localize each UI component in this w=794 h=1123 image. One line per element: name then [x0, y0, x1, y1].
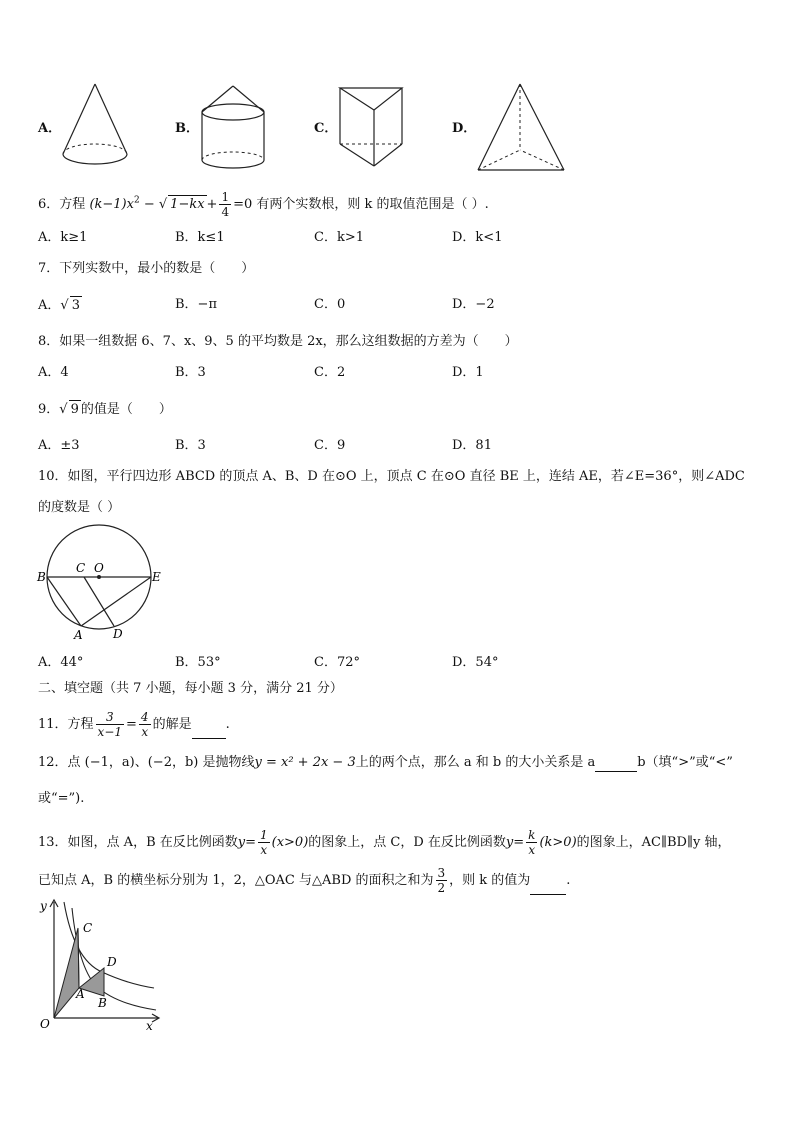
q7-stem: 7．下列实数中，最小的数是（ ）: [38, 261, 255, 276]
q13-cond1: (x>0): [271, 835, 309, 850]
q8-option-c: C．2: [314, 365, 346, 380]
q13-tail: 的图象上，AC∥BD∥y 轴，: [576, 835, 731, 850]
q8-option-d: D．1: [452, 365, 484, 380]
q9-option-d: D．81: [452, 438, 492, 453]
q13-f1-num: 1: [260, 828, 268, 842]
q13-fraction-1: [258, 828, 270, 857]
q12-answer-blank[interactable]: [595, 771, 637, 772]
label-d: D: [113, 627, 123, 641]
q13-line2-post: ，则 k 的值为: [449, 873, 531, 888]
q6-eq-mid: −: [143, 197, 159, 212]
q13-fraction-3: [436, 866, 448, 895]
label-o: O: [94, 561, 104, 575]
q13-pre: 13．如图，点 A，B 在反比例函数: [38, 835, 238, 850]
q8-stem: 8．如果一组数据 6、7、x、9、5 的平均数是 2x，那么这组数据的方差为（ ）: [38, 334, 518, 349]
q12-stem: [38, 754, 733, 772]
q11-f1-num: 3: [96, 710, 124, 725]
q13-graph-figure: [36, 896, 166, 1036]
axis-label-x: x: [146, 1019, 153, 1033]
q6-plus: +: [206, 197, 218, 212]
q9-post: 的值是（ ）: [80, 402, 172, 417]
q11-end: .: [225, 717, 230, 732]
axis-label-y: y: [40, 899, 47, 913]
q6-pre: 方程: [59, 197, 86, 212]
q10-circle-figure: [34, 522, 164, 646]
cone-figure: [58, 80, 132, 172]
q7-option-b: B．−π: [175, 297, 217, 312]
section-2-heading: 二、填空题（共 7 小题，每小题 3 分，满分 21 分）: [38, 681, 343, 696]
q6-option-a: A．k≥1: [38, 230, 88, 245]
q11-answer-blank[interactable]: [192, 738, 226, 739]
q13-stem-line1: [38, 828, 730, 857]
q13-answer-blank[interactable]: [530, 894, 566, 895]
q12-after: b（填“>”或“<”: [637, 755, 733, 770]
q13-stem-line2: [38, 866, 570, 895]
q10-option-a: A．44°: [38, 655, 84, 670]
q13-mid: 的图象上，点 C，D 在反比例函数: [308, 835, 506, 850]
q6-fraction: [219, 190, 231, 219]
label-a: A: [76, 987, 85, 1001]
q6-eq-tail: =0: [233, 197, 253, 212]
q13-fraction-2: [526, 828, 537, 857]
q7-option-c: C．0: [314, 297, 346, 312]
label-b: B: [98, 996, 107, 1010]
q7-option-a-sqrt: 3: [71, 298, 80, 313]
q7-option-a: A．√ 3: [38, 298, 80, 313]
q11-eq: =: [126, 717, 137, 732]
q6-option-b: B．k≤1: [175, 230, 225, 245]
q10-option-b: B．53°: [175, 655, 221, 670]
q6-sqrt-body: 1−kx: [170, 197, 205, 212]
q13-f2-num: k: [528, 828, 536, 842]
q9-option-c: C．9: [314, 438, 346, 453]
q13-cond2: (k>0): [539, 835, 577, 850]
q13-y2: y=: [505, 835, 525, 850]
q11-pre: 11．方程: [38, 717, 94, 732]
q6-option-c: C．k>1: [314, 230, 364, 245]
q12-pre: 12．点 (−1，a)、(−2，b) 是抛物线: [38, 755, 255, 770]
q13-y1: y=: [237, 835, 256, 850]
cone-on-cylinder-figure: [196, 80, 270, 172]
tetrahedron-figure: [474, 80, 570, 174]
triangular-prism-figure: [336, 82, 416, 172]
q8-option-b: B．3: [175, 365, 206, 380]
q12-eq: y = x² + 2x − 3: [254, 755, 356, 770]
label-a: A: [74, 628, 83, 642]
q10-stem-line2: 的度数是（ ）: [38, 500, 121, 515]
q13-f2-den: x: [528, 843, 536, 857]
q11-fraction-2: [139, 710, 151, 739]
q6-number: 6．: [38, 197, 60, 212]
q8-option-a: A．4: [38, 365, 69, 380]
q12-line2: 或“=”).: [38, 791, 85, 806]
q13-f3-num: 3: [437, 866, 446, 880]
q9-option-a: A．±3: [38, 438, 80, 453]
q13-line2-pre: 已知点 A，B 的横坐标分别为 1，2，△OAC 与△ABD 的面积之和为: [38, 873, 434, 888]
label-o: O: [40, 1017, 50, 1031]
q7-option-a-label: A．: [38, 298, 61, 313]
q13-end: .: [566, 873, 571, 888]
q6-post: 有两个实数根，则 k 的取值范围是（ ）.: [256, 197, 489, 212]
label-c: C: [83, 921, 93, 935]
q11-stem: [38, 710, 230, 739]
label-b: B: [37, 570, 46, 584]
q10-stem-line1: 10．如图，平行四边形 ABCD 的顶点 A、B、D 在⊙O 上，顶点 C 在⊙O 直径 BE 上，连结 AE，若∠E=36°，则∠ADC: [38, 469, 745, 484]
q6-option-d: D．k<1: [452, 230, 503, 245]
label-c: C: [76, 561, 86, 575]
q9-number: 9．: [38, 402, 60, 417]
q11-post: 的解是: [152, 717, 192, 732]
q5-option-a: A．: [38, 121, 62, 136]
q6-stem: 6．方程 $(k-1)x^2$ − √ 1−kx + $\frac{1}{4}$ =0 有两个实数根，则 k 的取值范围是（ ）.: [38, 190, 489, 219]
q6-frac-den: 4: [221, 205, 230, 219]
q10-option-c: C．72°: [314, 655, 360, 670]
q6-frac-num: 1: [221, 190, 230, 204]
label-d: D: [107, 955, 117, 969]
q13-f3-den: 2: [437, 881, 446, 895]
q9-stem: 9．√ 9 的值是（ ）: [38, 402, 172, 417]
q11-f1-den: x−1: [97, 725, 123, 739]
q11-f2-num: 4: [140, 710, 149, 724]
label-e: E: [152, 570, 161, 584]
q12-post: 上的两个点，那么 a 和 b 的大小关系是 a: [355, 755, 596, 770]
q5-option-d: D．: [452, 121, 477, 136]
q11-f2-den: x: [141, 725, 149, 739]
q9-option-b: B．3: [175, 438, 206, 453]
q5-option-b: B．: [175, 121, 199, 136]
q7-option-d: D．−2: [452, 297, 495, 312]
q13-f1-den: x: [260, 843, 268, 857]
q6-eq-left: (k−1)x: [89, 197, 134, 212]
q11-fraction-1: [96, 710, 124, 739]
q10-option-d: D．54°: [452, 655, 499, 670]
q5-option-c: C．: [314, 121, 338, 136]
q9-sqrt-body: 9: [70, 402, 79, 417]
